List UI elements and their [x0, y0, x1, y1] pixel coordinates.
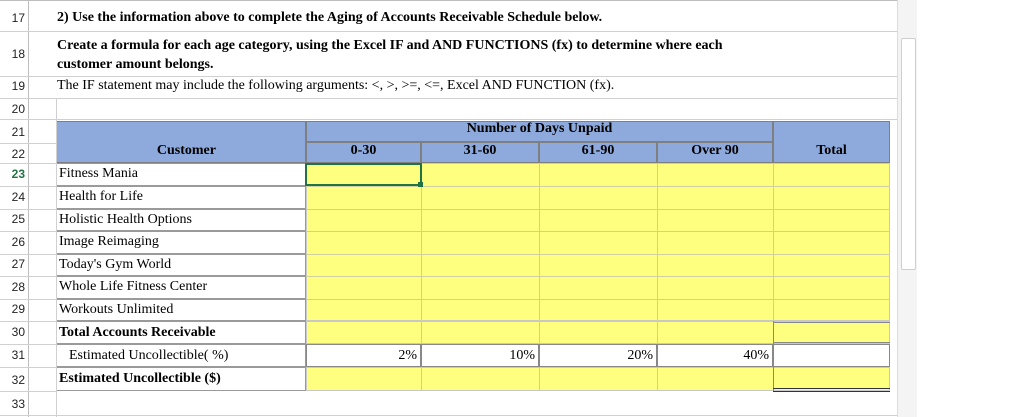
total-ar-label[interactable]: Total Accounts Receivable [56, 321, 306, 344]
row-header-23[interactable]: 23 [11, 167, 25, 181]
est-uncollectible-dollar-label[interactable]: Estimated Uncollectible ($) [56, 367, 306, 391]
instruction-title[interactable]: 2) Use the information above to complete the Aging of Accounts Receivable Schedule below. [57, 10, 603, 25]
row-header-22[interactable]: 22 [11, 147, 25, 161]
total-ar-row[interactable] [306, 321, 890, 344]
customer-name-cell[interactable]: Whole Life Fitness Center [56, 276, 306, 299]
instruction-arguments[interactable]: The IF statement may include the following arguments: <, >, >=, <=, Excel AND FUNCTION (fx). [57, 78, 615, 93]
row-header-32[interactable]: 32 [11, 373, 25, 387]
row-header-17[interactable]: 17 [11, 11, 25, 25]
customer-name-cell[interactable]: Image Reimaging [56, 231, 306, 254]
row-header-21[interactable]: 21 [11, 125, 25, 139]
est-uncollectible-pct-label[interactable]: Estimated Uncollectible( %) [56, 344, 306, 367]
col-header-0-30[interactable]: 0-30 [306, 142, 421, 163]
col-header-customer: Customer [156, 143, 216, 158]
vertical-scrollbar[interactable] [897, 0, 918, 417]
row-header-19[interactable]: 19 [11, 79, 25, 93]
row-header-18[interactable]: 18 [11, 47, 25, 61]
pct-31-60[interactable]: 10% [421, 344, 539, 367]
row-header-28[interactable]: 28 [11, 280, 25, 294]
row-header-25[interactable]: 25 [11, 212, 25, 226]
col-header-61-90[interactable]: 61-90 [539, 142, 657, 163]
instruction-line-1[interactable]: Create a formula for each age category, using the Excel IF and AND FUNCTIONS (fx) to determine where each [57, 38, 723, 53]
instruction-line-2[interactable]: customer amount belongs. [57, 57, 214, 72]
fill-handle[interactable] [418, 182, 423, 187]
customer-name-cell[interactable]: Holistic Health Options [56, 209, 306, 231]
row-header-29[interactable]: 29 [11, 302, 25, 316]
customer-name-cell[interactable]: Fitness Mania [56, 163, 306, 186]
col-header-total[interactable]: Total [773, 121, 890, 163]
pct-61-90[interactable]: 20% [539, 344, 657, 367]
pct-total-blank[interactable] [773, 344, 890, 367]
row-header-33[interactable]: 33 [11, 397, 25, 411]
row-header-27[interactable]: 27 [11, 257, 25, 271]
scrollbar-thumb[interactable] [901, 38, 916, 270]
customer-name-cell[interactable]: Today's Gym World [56, 254, 306, 276]
col-header-31-60[interactable]: 31-60 [421, 142, 539, 163]
blank-margin [917, 0, 1024, 417]
row-header-31[interactable]: 31 [11, 348, 25, 362]
selected-cell-c23[interactable] [305, 163, 422, 186]
customer-name-cell[interactable]: Health for Life [56, 186, 306, 209]
row-header-20[interactable]: 20 [11, 102, 25, 116]
pct-over-90[interactable]: 40% [657, 344, 773, 367]
row-header-26[interactable]: 26 [11, 235, 25, 249]
row-header-30[interactable]: 30 [11, 325, 25, 339]
row-header-24[interactable]: 24 [11, 190, 25, 204]
customer-name-cell[interactable]: Workouts Unlimited [56, 299, 306, 321]
pct-0-30[interactable]: 2% [306, 344, 421, 367]
col-header-over-90[interactable]: Over 90 [657, 142, 773, 163]
group-header-days-unpaid: Number of Days Unpaid [466, 121, 613, 136]
